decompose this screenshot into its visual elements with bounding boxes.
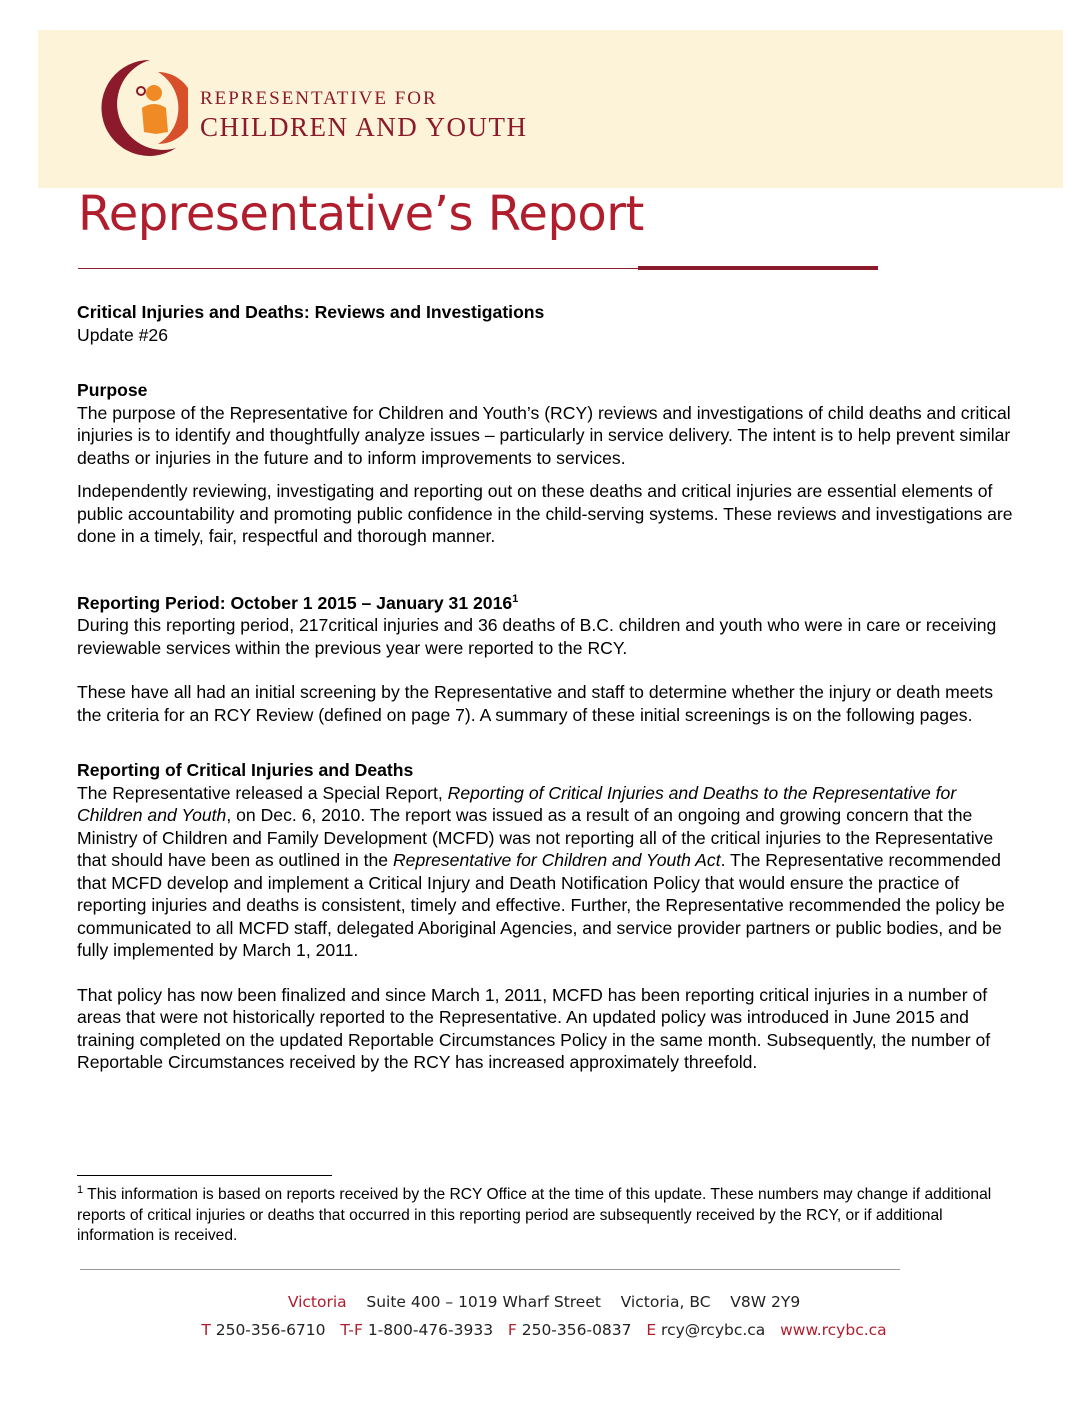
special-report-title: Reporting of Critical Injuries and Deaths to the Representative for Children and Youth [77, 782, 957, 825]
period-heading-text: Reporting Period: October 1 2015 – January 31 2016 [77, 592, 513, 613]
report-body [77, 301, 1017, 1074]
footer-rule [80, 1269, 900, 1270]
website-link[interactable]: www.rcybc.ca [780, 1321, 887, 1339]
org-name-line2: CHILDREN AND YOUTH [200, 112, 528, 142]
reporting-p1-part-c: . The Representative recommended that MCFD develop and implement a Critical Injury and Death Notification Policy that would ensure the practice of reporting injuries and deaths is consistent, timely and effective. Further, the Representative recommended the policy be communicated to all MCFD staff, delegated Aboriginal Agencies, and service provider partners or public bodies, and be fully implemented by March 1, 2011. [77, 850, 1005, 960]
purpose-paragraph-1: The purpose of the Representative for Children and Youth’s (RCY) reviews and investigations of child deaths and critical injuries is to identify and thoughtfully analyze issues – particularly in service delivery. The intent is to help prevent similar deaths or injuries in the future and to inform improvements to services. [77, 402, 1011, 468]
reporting-heading: Reporting of Critical Injuries and Deaths [77, 760, 414, 780]
footnote [77, 1185, 1017, 1247]
reporting-paragraph-1 [77, 782, 1017, 962]
footnote-text: This information is based on reports received by the RCY Office at the time of this update. These numbers may change if additional reports of critical injuries or deaths that occurred in this reporting period are subsequently received by the RCY, or if additional information is received. [77, 1186, 992, 1244]
section-subtitle: Critical Injuries and Deaths: Reviews and Investigations [77, 302, 545, 322]
footer-contacts [0, 1321, 1088, 1339]
period-paragraph-2: These have all had an initial screening by the Representative and staff to determine whether the injury or death meets the criteria for an RCY Review (defined on page 7). A summary of these initial screenings is on the following pages. [77, 682, 994, 725]
footnote-rule [77, 1175, 332, 1176]
act-title: Representative for Children and Youth Act [392, 850, 721, 870]
rcy-logo-icon [88, 52, 188, 162]
footnote-mark: 1 [77, 1183, 84, 1196]
purpose-paragraph-2: Independently reviewing, investigating and reporting out on these deaths and critical injuries are essential elements of public accountability and promoting public confidence in the child-serving systems. These reviews and investigations are done in a timely, fair, respectful and thorough manner. [77, 481, 1013, 546]
footnote-reference: 1 [512, 592, 519, 605]
fax-label: F [507, 1321, 517, 1339]
header-band [38, 30, 1063, 188]
update-number: Update #26 [77, 324, 168, 345]
footer-postal: V8W 2Y9 [730, 1293, 801, 1311]
title-rule [78, 268, 648, 269]
reporting-p1-part-a: The Representative released a Special Report, [77, 782, 448, 803]
purpose-heading: Purpose [77, 380, 148, 400]
title-rule-accent [638, 266, 878, 270]
period-heading [77, 592, 1017, 615]
reporting-p1-part-b: , on Dec. 6, 2010. The report was issued as a result of an ongoing and growing concern that the Ministry of Children and Family Development (MCFD) was not reporting all of the critical injuries to the Representative that should have been as outlined in the [77, 805, 994, 870]
footer-address [0, 1293, 1088, 1311]
org-name-line1: REPRESENTATIVE FOR [200, 88, 438, 109]
org-name [200, 88, 527, 143]
tollfree-number: 1-800-476-3933 [367, 1321, 494, 1339]
fax-number: 250-356-0837 [521, 1321, 632, 1339]
report-title: Representative’s Report [78, 186, 644, 242]
phone-label: T [201, 1321, 211, 1339]
footer-city: Victoria [287, 1293, 347, 1311]
reporting-paragraph-2: That policy has now been finalized and since March 1, 2011, MCFD has been reporting critical injuries in a number of areas that were not historically reported to the Representative. An updated policy was introduced in June 2015 and training completed on the updated Reportable Circumstances Policy in the same month. Subsequently, the number of Reportable Circumstances received by the RCY has increased approximately threefold. [77, 984, 991, 1072]
email-label: E [646, 1321, 657, 1339]
phone-number: 250-356-6710 [215, 1321, 326, 1339]
footer-street: Suite 400 – 1019 Wharf Street [366, 1293, 601, 1311]
period-paragraph-1: During this reporting period, 217critical injuries and 36 deaths of B.C. children and youth who were in care or receiving reviewable services within the previous year were reported to the RCY. [77, 615, 997, 658]
email-link[interactable]: rcy@rcybc.ca [661, 1321, 766, 1339]
tollfree-label: T-F [340, 1321, 363, 1339]
footer-location: Victoria, BC [620, 1293, 711, 1311]
